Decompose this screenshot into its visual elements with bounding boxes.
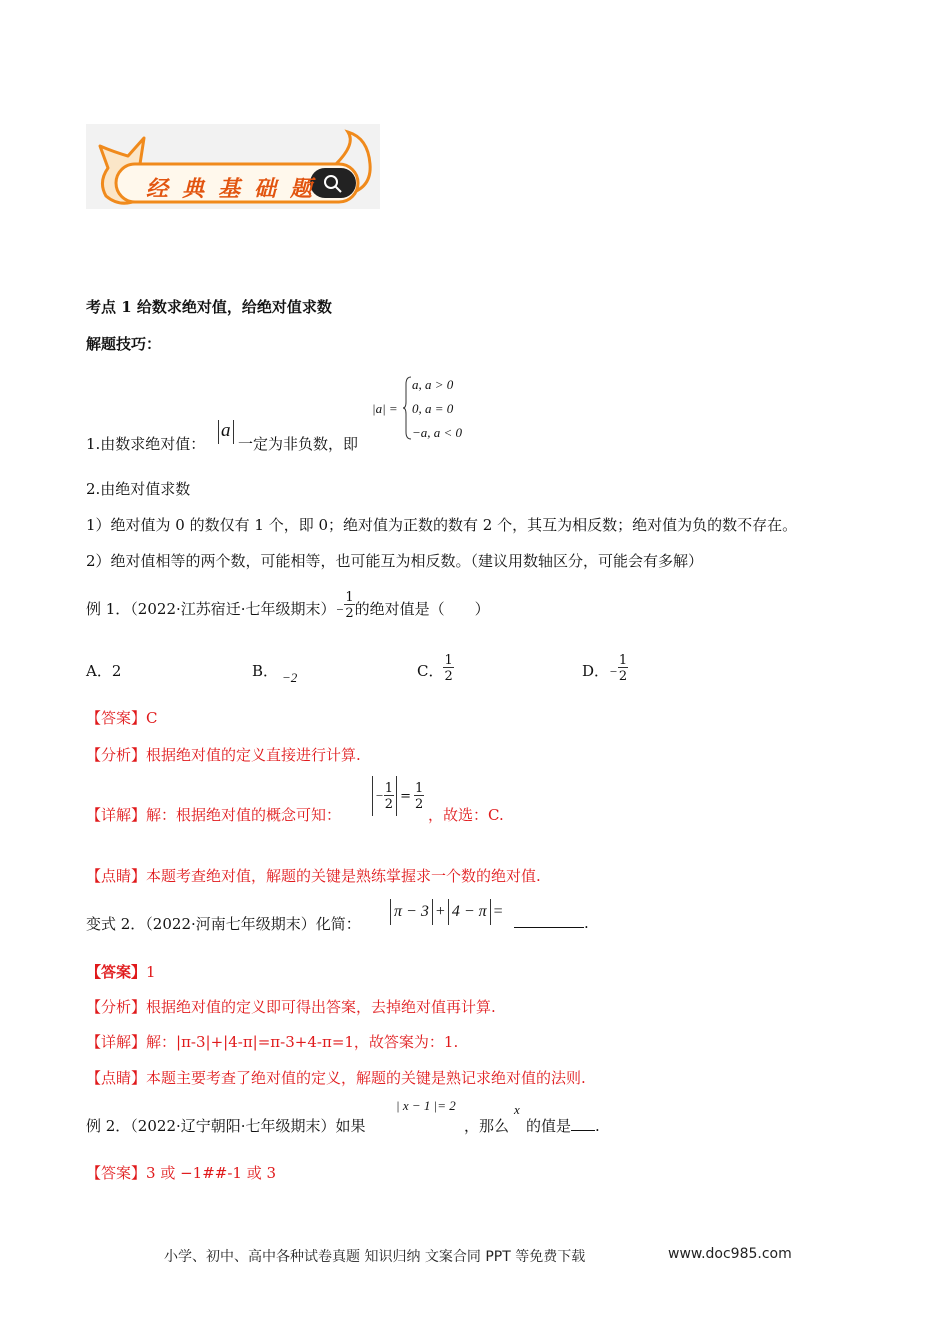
var2-eq: = xyxy=(493,902,503,920)
var2-blank-line xyxy=(514,913,589,932)
ex1-detail-frac-rhs xyxy=(414,782,424,811)
section-banner xyxy=(86,124,380,209)
var2-expr1: π − 3 xyxy=(394,902,429,920)
ex2-blank xyxy=(571,1116,595,1131)
option-d xyxy=(582,652,628,684)
ex1-comment xyxy=(86,865,541,886)
ex1-comment-tag: 【点睛】 xyxy=(86,867,147,885)
ex1-comment-text: 本题考查绝对值，解题的关键是熟练掌握求一个数的绝对值. xyxy=(146,867,541,885)
ex1-detail xyxy=(86,804,341,825)
ex2-condition: | x − 1 |= 2 xyxy=(396,1098,456,1113)
ex1-detail-minus: − xyxy=(375,788,384,803)
var2-comment-tag: 【点睛】 xyxy=(86,1069,147,1087)
piecewise-case-1: a, a > 0 xyxy=(412,377,454,392)
ex1-num: 1 xyxy=(345,589,354,605)
option-c-num: 1 xyxy=(444,652,453,668)
abs-a-var: a xyxy=(221,420,231,441)
var2-comment-text: 本题主要考查了绝对值的定义，解题的关键是熟记求绝对值的法则. xyxy=(146,1069,586,1087)
ex1-detail-post: ，故选：C. xyxy=(428,806,504,824)
var2-analysis-text: 根据绝对值的定义即可得出答案，去掉绝对值再计算. xyxy=(146,998,496,1016)
ex1-analysis xyxy=(86,744,361,765)
ex2-suffix: 的值是 xyxy=(526,1117,572,1135)
ex1-detail-tag: 【详解】 xyxy=(86,806,147,824)
ex1-detail-num-lhs: 1 xyxy=(384,780,394,796)
var2-expression xyxy=(390,899,506,927)
section-heading: 考点 1 给数求绝对值，给绝对值求数 xyxy=(86,298,332,316)
option-d-fraction xyxy=(618,654,628,683)
option-b-value: −2 xyxy=(282,670,298,685)
option-d-minus: − xyxy=(609,664,618,679)
ex2-answer-value: 3 或 −1##-1 或 3 xyxy=(146,1164,277,1182)
var2-plus: + xyxy=(435,902,445,920)
var2-detail xyxy=(86,1031,458,1052)
tip2: 2.由绝对值求数 xyxy=(86,480,191,498)
option-a-value: 2 xyxy=(111,662,122,680)
ex1-detail-num-rhs: 1 xyxy=(414,780,424,796)
ex1-detail-frac-lhs xyxy=(384,782,394,811)
ex1-prefix: 例 1．（2022·江苏宿迁·七年级期末） xyxy=(86,600,336,618)
var2-answer-tag: 【答案】 xyxy=(86,963,147,981)
option-c-label: C． xyxy=(417,662,444,680)
banner-title: 经典基础题 xyxy=(146,176,327,202)
ex1-detail-den-rhs: 2 xyxy=(414,796,424,812)
ex2-answer xyxy=(86,1162,276,1183)
var2-detail-tag: 【详解】 xyxy=(86,1033,147,1051)
ex2-end: . xyxy=(595,1117,600,1135)
ex1-detail-equation xyxy=(372,776,424,820)
option-a xyxy=(86,660,121,681)
tip1-mid: 一定为非负数，即 xyxy=(238,435,359,453)
var2-prefix: 变式 2．（2022·河南七年级期末）化简： xyxy=(86,915,361,933)
magnifier-icon xyxy=(322,173,344,195)
ex1-suffix: 的绝对值是（ ） xyxy=(354,600,490,618)
ex1-analysis-tag: 【分析】 xyxy=(86,746,147,764)
option-c-fraction xyxy=(443,654,453,683)
ex1-answer xyxy=(86,707,158,728)
piecewise-case-2: 0, a = 0 xyxy=(412,401,454,416)
tips-label: 解题技巧： xyxy=(86,335,162,353)
ex2-prefix: 例 2．（2022·辽宁朝阳·七年级期末）如果 xyxy=(86,1117,366,1135)
tip1-text: 1.由数求绝对值： xyxy=(86,435,206,453)
var2-answer-value: 1 xyxy=(146,963,156,981)
ex2-answer-tag: 【答案】 xyxy=(86,1164,147,1182)
var2-suffix: . xyxy=(584,914,589,932)
var2-analysis-tag: 【分析】 xyxy=(86,998,147,1016)
option-c-den: 2 xyxy=(444,668,453,684)
ex1-detail-den-lhs: 2 xyxy=(384,796,394,812)
var2-answer xyxy=(86,961,156,982)
option-d-label: D． xyxy=(582,662,610,680)
footer-text: 小学、初中、高中各种试卷真题 知识归纳 文案合同 PPT 等免费下载 xyxy=(164,1249,586,1265)
ex2-tail xyxy=(526,1115,600,1136)
abs-a-expression xyxy=(218,420,234,446)
ex2-mid: ，那么 xyxy=(464,1117,510,1135)
ex1-answer-tag: 【答案】 xyxy=(86,709,147,727)
var2-expr2: 4 − π xyxy=(451,902,487,920)
ex1-den: 2 xyxy=(345,605,354,621)
piecewise-lhs: |a| = xyxy=(372,401,398,416)
ex1-answer-value: C xyxy=(146,709,158,727)
option-c xyxy=(417,652,454,684)
option-a-label: A． xyxy=(86,662,112,680)
option-d-num: 1 xyxy=(618,652,628,668)
footer-link[interactable]: www.doc985.com xyxy=(668,1246,792,1262)
option-b xyxy=(252,660,278,681)
brace-icon xyxy=(402,376,412,440)
var2-blank xyxy=(514,913,584,928)
ex1-analysis-text: 根据绝对值的定义直接进行计算. xyxy=(146,746,361,764)
option-b-label: B． xyxy=(252,662,279,680)
ex2-var: x xyxy=(514,1102,520,1117)
ex1-detail-eq: = xyxy=(400,789,411,804)
ex1-question xyxy=(86,589,490,621)
piecewise-case-3: −a, a < 0 xyxy=(412,425,463,440)
tip2-2: 2）绝对值相等的两个数，可能相等，也可能互为相反数。（建议用数轴区分，可能会有多解） xyxy=(86,552,704,570)
var2-detail-text: 解：|π-3|+|4-π|=π-3+4-π=1，故答案为：1. xyxy=(146,1033,459,1051)
ex1-detail-pre: 解：根据绝对值的概念可知： xyxy=(146,806,342,824)
ex1-minus: − xyxy=(335,602,345,617)
tip2-1: 1）绝对值为 0 的数仅有 1 个，即 0；绝对值为正数的数有 2 个，其互为相反数；绝对值为负的数不存在。 xyxy=(86,516,798,534)
var2-comment xyxy=(86,1067,586,1088)
var2-analysis xyxy=(86,996,496,1017)
option-d-den: 2 xyxy=(618,668,628,684)
ex1-fraction xyxy=(344,591,354,620)
